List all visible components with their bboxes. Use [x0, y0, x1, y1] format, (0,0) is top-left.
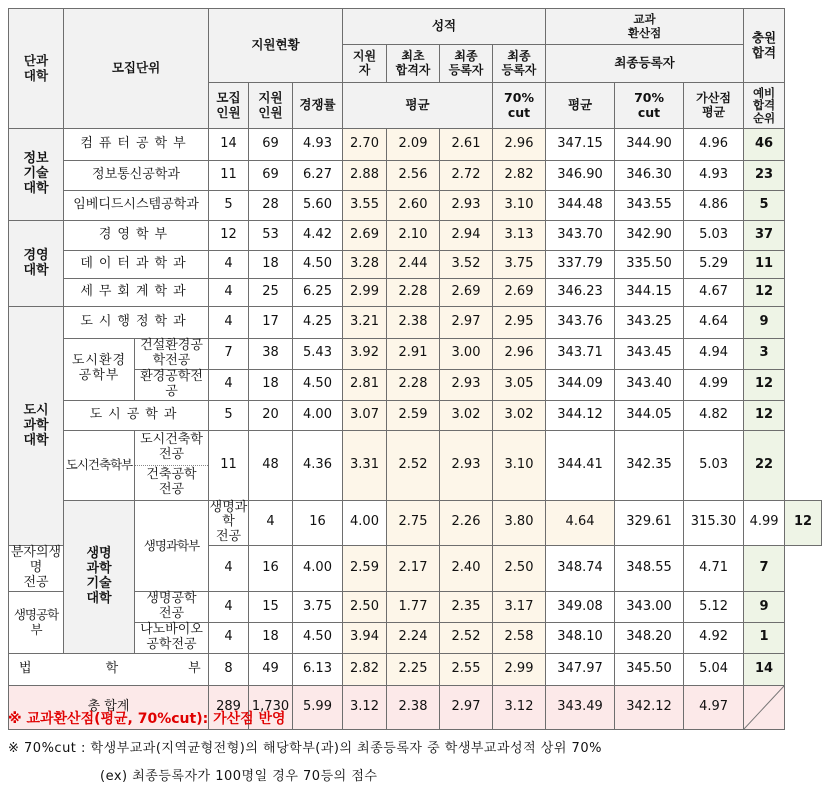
cell-applied: 15 — [249, 592, 293, 623]
cell-c-avg: 346.23 — [546, 279, 615, 307]
header-unit: 모집단위 — [64, 9, 209, 129]
header-total-pass: 충원 합격 — [744, 9, 785, 83]
major-cell: 환경공학전 공 — [135, 369, 209, 400]
major-line: 도시건축학 전공 — [135, 431, 208, 466]
cell-ratio: 4.00 — [293, 400, 343, 430]
cell-c-avg: 329.61 — [615, 500, 684, 546]
cell-c-cut: 343.40 — [615, 369, 684, 400]
cell-g-first: 2.91 — [387, 339, 440, 370]
cell-c-cut: 346.30 — [615, 161, 684, 191]
cell-c-avg: 346.90 — [546, 161, 615, 191]
cell-g-first: 2.44 — [387, 251, 440, 279]
header-final-reg-2: 최종 등록자 — [493, 45, 546, 83]
dept-cell: 세무회계학과 — [64, 279, 209, 307]
dept-cell: 경영학부 — [64, 221, 209, 251]
table-row — [9, 221, 822, 251]
cell-g-final: 3.52 — [440, 251, 493, 279]
cell-g-app: 3.07 — [343, 400, 387, 430]
cell-quota: 14 — [209, 129, 249, 161]
cell-g-app: 2.50 — [343, 592, 387, 623]
cell-ratio: 4.50 — [293, 623, 343, 654]
cell-c-bonus: 4.86 — [684, 191, 744, 221]
total-quota: 289 — [209, 685, 249, 729]
cell-c-avg: 347.97 — [546, 653, 615, 685]
cell-g-final: 2.93 — [440, 191, 493, 221]
cell-g-final: 2.55 — [440, 653, 493, 685]
cell-g-first: 2.25 — [387, 653, 440, 685]
header-reserve-rank: 예비 합격 순위 — [744, 83, 785, 129]
cell-g-final: 3.02 — [440, 400, 493, 430]
major-cell — [135, 430, 209, 500]
cell-ratio: 4.36 — [293, 430, 343, 500]
table-row — [9, 307, 822, 339]
cell-g-app: 3.94 — [343, 623, 387, 654]
cell-g-cut: 3.13 — [493, 221, 546, 251]
cell-g-first: 2.59 — [387, 400, 440, 430]
dept-cell: 도시행정학과 — [64, 307, 209, 339]
cell-g-final: 2.61 — [440, 129, 493, 161]
cell-g-final: 3.00 — [440, 339, 493, 370]
note-cut70: ※ 70%cut : 학생부교과(지역균형전형)의 해당학부(과)의 최종등록자 중 학생부교과성적 상위 70% — [8, 741, 602, 756]
cell-g-app: 2.59 — [343, 546, 387, 592]
dept-cell: 데이터과학과 — [64, 251, 209, 279]
dept-law — [9, 653, 209, 685]
cell-applied: 48 — [249, 430, 293, 500]
cell-g-final: 2.69 — [440, 279, 493, 307]
cell-c-avg: 337.79 — [546, 251, 615, 279]
header-quota: 모집 인원 — [209, 83, 249, 129]
cell-c-avg: 344.41 — [546, 430, 615, 500]
cell-g-final: 3.80 — [493, 500, 546, 546]
cell-g-app: 2.81 — [343, 369, 387, 400]
cell-c-bonus: 4.93 — [684, 161, 744, 191]
cell-c-cut: 342.90 — [615, 221, 684, 251]
cell-applied: 49 — [249, 653, 293, 685]
cell-c-avg: 348.10 — [546, 623, 615, 654]
cell-reserve: 1 — [744, 623, 785, 654]
cell-quota: 4 — [209, 307, 249, 339]
cell-reserve: 14 — [744, 653, 785, 685]
cell-quota: 11 — [209, 430, 249, 500]
dept-cell: 도시환경 공학부 — [64, 339, 135, 401]
cell-applied: 53 — [249, 221, 293, 251]
cell-g-cut: 4.64 — [546, 500, 615, 546]
header-cut70: 70% cut — [493, 83, 546, 129]
cell-g-first: 2.28 — [387, 279, 440, 307]
cell-applied: 16 — [293, 500, 343, 546]
cell-g-first: 2.09 — [387, 129, 440, 161]
cell-c-avg: 343.71 — [546, 339, 615, 370]
header-grades: 성적 — [343, 9, 546, 45]
cell-ratio: 5.43 — [293, 339, 343, 370]
cell-g-app: 3.28 — [343, 251, 387, 279]
footnotes — [8, 708, 822, 784]
cell-applied: 18 — [249, 251, 293, 279]
cell-g-cut: 3.17 — [493, 592, 546, 623]
cell-g-final: 2.35 — [440, 592, 493, 623]
cell-g-cut: 3.10 — [493, 191, 546, 221]
cell-c-cut: 343.00 — [615, 592, 684, 623]
cell-quota: 4 — [209, 592, 249, 623]
cell-c-avg: 349.08 — [546, 592, 615, 623]
cell-g-first: 2.38 — [387, 307, 440, 339]
cell-reserve: 5 — [744, 191, 785, 221]
cell-g-first: 2.17 — [387, 546, 440, 592]
dept-cell: 도시공학과 — [64, 400, 209, 430]
table-row — [9, 129, 822, 161]
cell-ratio: 3.75 — [293, 592, 343, 623]
cell-c-bonus: 4.99 — [684, 369, 744, 400]
cell-reserve: 9 — [744, 307, 785, 339]
cell-g-first: 2.52 — [387, 430, 440, 500]
header-conv-avg: 평균 — [546, 83, 615, 129]
cell-c-bonus: 4.82 — [684, 400, 744, 430]
total-label: 총 합계 — [9, 685, 209, 729]
header-conv-cut70: 70% cut — [615, 83, 684, 129]
table-row — [9, 279, 822, 307]
cell-c-bonus: 5.04 — [684, 653, 744, 685]
college-cell: 정보 기술 대학 — [9, 129, 64, 221]
cell-g-app: 2.82 — [343, 653, 387, 685]
cell-g-cut: 2.95 — [493, 307, 546, 339]
cell-g-cut: 2.58 — [493, 623, 546, 654]
cell-c-bonus: 5.29 — [684, 251, 744, 279]
cell-g-final: 2.97 — [440, 307, 493, 339]
cell-c-cut: 344.15 — [615, 279, 684, 307]
header-avg: 평균 — [343, 83, 493, 129]
cell-g-app: 3.31 — [343, 430, 387, 500]
dept-cell: 임베디드시스템공학과 — [64, 191, 209, 221]
cell-c-avg: 343.70 — [546, 221, 615, 251]
dept-cell: 정보통신공학과 — [64, 161, 209, 191]
total-applied: 1,730 — [249, 685, 293, 729]
header-college: 단과 대학 — [9, 9, 64, 129]
cell-g-app: 3.55 — [343, 191, 387, 221]
cell-g-first: 2.24 — [387, 623, 440, 654]
header-apply-stage: 지원 자 — [343, 45, 387, 83]
cell-ratio: 4.00 — [343, 500, 387, 546]
cell-applied: 18 — [249, 623, 293, 654]
cell-reserve: 23 — [744, 161, 785, 191]
header-applied: 지원 인원 — [249, 83, 293, 129]
cell-g-cut: 3.05 — [493, 369, 546, 400]
cell-c-bonus: 5.03 — [684, 221, 744, 251]
table-body — [9, 129, 822, 730]
cell-applied: 25 — [249, 279, 293, 307]
major-cell: 분자의생명 전공 — [9, 546, 64, 592]
cell-g-app: 2.99 — [343, 279, 387, 307]
cell-reserve: 3 — [744, 339, 785, 370]
cell-reserve: 9 — [744, 592, 785, 623]
cell-c-cut: 315.30 — [684, 500, 744, 546]
cell-applied: 17 — [249, 307, 293, 339]
table-row — [9, 339, 822, 370]
table-row — [9, 251, 822, 279]
cell-g-first: 2.10 — [387, 221, 440, 251]
cell-g-first: 2.56 — [387, 161, 440, 191]
total-g-final: 2.97 — [440, 685, 493, 729]
table-row — [9, 430, 822, 500]
cell-g-cut: 2.99 — [493, 653, 546, 685]
cell-quota: 4 — [209, 369, 249, 400]
total-g-cut: 3.12 — [493, 685, 546, 729]
cell-g-app: 2.75 — [387, 500, 440, 546]
cell-ratio: 6.13 — [293, 653, 343, 685]
header-bonus-avg: 가산점 평균 — [684, 83, 744, 129]
cell-reserve: 37 — [744, 221, 785, 251]
cell-ratio: 4.50 — [293, 251, 343, 279]
cell-ratio: 6.25 — [293, 279, 343, 307]
cell-g-app: 2.70 — [343, 129, 387, 161]
cell-g-cut: 2.96 — [493, 339, 546, 370]
cell-ratio: 4.50 — [293, 369, 343, 400]
cell-c-bonus: 4.96 — [684, 129, 744, 161]
cell-c-avg: 347.15 — [546, 129, 615, 161]
cell-quota: 5 — [209, 400, 249, 430]
cell-c-cut: 344.05 — [615, 400, 684, 430]
cell-quota: 7 — [209, 339, 249, 370]
cell-quota: 8 — [209, 653, 249, 685]
total-c-avg: 343.49 — [546, 685, 615, 729]
note-converted: ※ 교과환산점(평균, 70%cut): 가산점 반영 — [8, 711, 286, 727]
cell-c-avg: 343.76 — [546, 307, 615, 339]
cell-c-avg: 344.12 — [546, 400, 615, 430]
cell-c-cut: 342.35 — [615, 430, 684, 500]
major-cell: 생명공학 전공 — [135, 592, 209, 623]
cell-g-cut: 2.82 — [493, 161, 546, 191]
cell-c-cut: 343.25 — [615, 307, 684, 339]
cell-g-first: 2.28 — [387, 369, 440, 400]
total-ratio: 5.99 — [293, 685, 343, 729]
total-c-cut: 342.12 — [615, 685, 684, 729]
major-cell: 건설환경공 학전공 — [135, 339, 209, 370]
cell-g-app: 3.21 — [343, 307, 387, 339]
cell-ratio: 6.27 — [293, 161, 343, 191]
admission-results-table — [8, 8, 822, 730]
table-row — [9, 653, 822, 685]
cell-quota: 12 — [209, 221, 249, 251]
cell-g-cut: 3.10 — [493, 430, 546, 500]
cell-ratio: 4.93 — [293, 129, 343, 161]
cell-applied: 69 — [249, 161, 293, 191]
cell-quota: 5 — [209, 191, 249, 221]
cell-ratio: 4.25 — [293, 307, 343, 339]
cell-g-app: 3.92 — [343, 339, 387, 370]
cell-g-final: 2.40 — [440, 546, 493, 592]
cell-g-final: 2.93 — [440, 430, 493, 500]
cell-quota: 4 — [209, 279, 249, 307]
college-cell: 경영 대학 — [9, 221, 64, 307]
cell-g-final: 2.72 — [440, 161, 493, 191]
major-line: 건축공학 전공 — [146, 466, 197, 497]
cell-c-cut: 345.50 — [615, 653, 684, 685]
cell-quota: 11 — [209, 161, 249, 191]
header-first-pass: 최초 합격자 — [387, 45, 440, 83]
cell-g-final: 2.52 — [440, 623, 493, 654]
cell-g-final: 2.94 — [440, 221, 493, 251]
college-cell: 생명 과학 기술 대학 — [64, 500, 135, 653]
cell-applied: 28 — [249, 191, 293, 221]
cell-c-cut: 344.90 — [615, 129, 684, 161]
cell-ratio: 4.00 — [293, 546, 343, 592]
law-left: 법 — [19, 660, 32, 676]
note-example: (ex) 최종등록자가 100명일 경우 70등의 점수 — [100, 769, 378, 784]
college-cell: 도시 과학 대학 — [9, 307, 64, 546]
cell-c-bonus: 4.67 — [684, 279, 744, 307]
table-row — [9, 191, 822, 221]
header-final-reg-conv: 최종등록자 — [546, 45, 744, 83]
total-g-app: 3.12 — [343, 685, 387, 729]
cell-ratio: 4.42 — [293, 221, 343, 251]
total-g-first: 2.38 — [387, 685, 440, 729]
cell-reserve: 11 — [744, 251, 785, 279]
cell-c-bonus: 5.12 — [684, 592, 744, 623]
cell-c-cut: 348.55 — [615, 546, 684, 592]
cell-reserve: 22 — [744, 430, 785, 500]
header-converted: 교과 환산점 — [546, 9, 744, 45]
cell-g-cut: 2.69 — [493, 279, 546, 307]
cell-g-first: 1.77 — [387, 592, 440, 623]
cell-g-cut: 2.50 — [493, 546, 546, 592]
cell-c-bonus: 4.94 — [684, 339, 744, 370]
cell-g-first: 2.60 — [387, 191, 440, 221]
table-row — [9, 400, 822, 430]
header-final-reg: 최종 등록자 — [440, 45, 493, 83]
cell-g-app: 2.88 — [343, 161, 387, 191]
cell-reserve: 12 — [785, 500, 822, 546]
cell-applied: 38 — [249, 339, 293, 370]
cell-g-app: 2.69 — [343, 221, 387, 251]
law-right: 부 — [188, 660, 201, 676]
total-c-bonus: 4.97 — [684, 685, 744, 729]
cell-quota: 4 — [209, 623, 249, 654]
table-row — [9, 500, 822, 546]
cell-quota: 4 — [209, 251, 249, 279]
cell-reserve: 12 — [744, 369, 785, 400]
cell-g-first: 2.26 — [440, 500, 493, 546]
cell-c-bonus: 5.03 — [684, 430, 744, 500]
cell-reserve: 12 — [744, 279, 785, 307]
dept-cell: 컴퓨터공학부 — [64, 129, 209, 161]
cell-ratio: 5.60 — [293, 191, 343, 221]
cell-reserve: 7 — [744, 546, 785, 592]
cell-applied: 20 — [249, 400, 293, 430]
dept-cell: 생명과학부 — [135, 500, 209, 592]
cell-g-final: 2.93 — [440, 369, 493, 400]
cell-quota: 4 — [209, 546, 249, 592]
cell-applied: 16 — [249, 546, 293, 592]
major-cell: 생명과학 전공 — [209, 499, 248, 545]
header-ratio: 경쟁률 — [293, 83, 343, 129]
cell-c-avg: 344.09 — [546, 369, 615, 400]
cell-reserve: 12 — [744, 400, 785, 430]
cell-c-cut: 343.45 — [615, 339, 684, 370]
major-cell: 나노바이오 공학전공 — [135, 623, 209, 654]
cell-applied: 18 — [249, 369, 293, 400]
cell-reserve: 46 — [744, 129, 785, 161]
cell-applied: 69 — [249, 129, 293, 161]
cell-c-cut: 348.20 — [615, 623, 684, 654]
law-mid: 학 — [105, 660, 119, 676]
cell-g-cut: 2.96 — [493, 129, 546, 161]
header-applicants: 지원현황 — [209, 9, 343, 83]
dept-cell: 생명공학부 — [9, 592, 64, 654]
dept-cell: 도시건축학부 — [64, 430, 135, 500]
cell-c-bonus: 4.71 — [684, 546, 744, 592]
cell-c-bonus: 4.64 — [684, 307, 744, 339]
cell-g-cut: 3.02 — [493, 400, 546, 430]
cell-c-avg: 348.74 — [546, 546, 615, 592]
cell-quota: 4 — [249, 500, 293, 546]
cell-c-bonus: 4.92 — [684, 623, 744, 654]
table-row — [9, 161, 822, 191]
cell-c-cut: 335.50 — [615, 251, 684, 279]
cell-c-avg: 344.48 — [546, 191, 615, 221]
cell-c-cut: 343.55 — [615, 191, 684, 221]
cell-c-bonus: 4.99 — [744, 500, 785, 546]
cell-g-cut: 3.75 — [493, 251, 546, 279]
